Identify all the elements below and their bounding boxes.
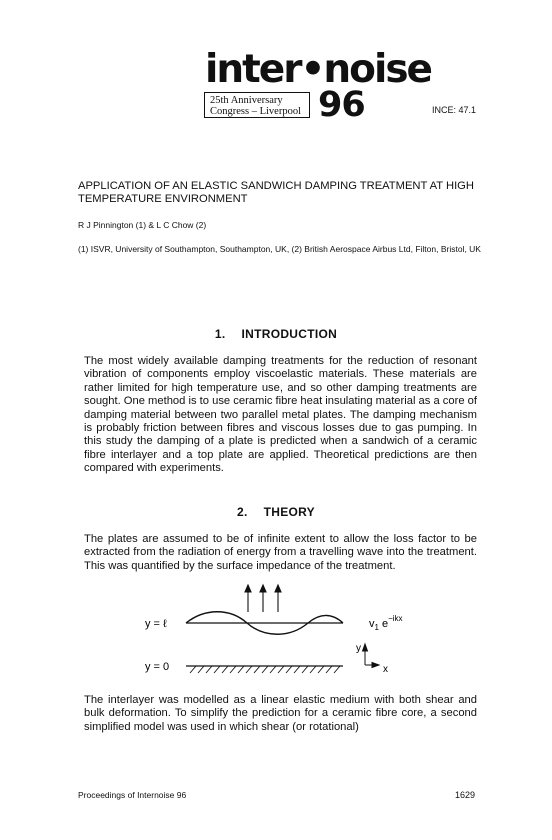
base-hatching (190, 666, 340, 673)
paper-title: APPLICATION OF AN ELASTIC SANDWICH DAMPING TREATMENT AT HIGH TEMPERATURE ENVIRONMENT (78, 180, 474, 205)
anniversary-line-2: Congress – Liverpool (210, 106, 301, 117)
radiation-arrows (245, 585, 281, 612)
label-y-zero: y = 0 (145, 661, 170, 673)
conference-logo-wordmark: inter•noise (205, 47, 431, 92)
section-heading-theory (0, 505, 552, 519)
page-number: 1629 (455, 790, 476, 800)
paper-reference: INCE: 47.1 (432, 105, 477, 115)
anniversary-box (204, 92, 310, 118)
label-y-ell: y = ℓ (145, 618, 167, 630)
authors: R J Pinnington (1) & L C Chow (2) (78, 220, 207, 230)
wave-expression: $v_1$ $e^{-ikx}$ (369, 614, 403, 632)
sandwich-wave-figure (0, 580, 552, 690)
axis-y-label: y (356, 643, 361, 654)
section-number: 1. (214, 327, 226, 341)
conference-logo-year: 96 (318, 85, 365, 125)
section-number: 2. (237, 505, 248, 519)
footer-proceedings: Proceedings of Internoise 96 (78, 790, 187, 800)
introduction-paragraph: The most widely available damping treatments for the reduction of resonant vibration of components employ viscoelastic materials. These materials are rather limited for high temperature use, and so other damping treatments are sought. One method is to use ceramic fibre heat insulating material as a core of damping material between two parallel metal plates. The damping mechanism is probably friction between fibres and viscous losses due to gas pumping. In this study the damping of a plate is predicted when a sandwich of a ceramic fibre interlayer and a top plate are applied. Theoretical predictions are then compared with experiments. (84, 355, 478, 475)
coordinate-axes (363, 644, 380, 668)
axis-x-label: x (383, 664, 388, 675)
section-title: INTRODUCTION (241, 327, 338, 341)
affiliations: (1) ISVR, University of Southampton, Southampton, UK, (2) British Aerospace Airbus Ltd, Filton, Bristol, UK (78, 244, 481, 254)
theory-paragraph-1: The plates are assumed to be of infinite extent to allow the loss factor to be extracted from the radiation of energy from a travelling wave into the treatment. This was quantified by the surface impedance of the treatment. (84, 533, 477, 572)
theory-paragraph-2: The interlayer was modelled as a linear elastic medium with both shear and bulk deformation. To simplify the prediction for a ceramic fibre core, a second simplified model was used in which shear (or rotational) (84, 694, 477, 733)
anniversary-line-1: 25th Anniversary (210, 95, 283, 106)
section-heading-introduction (0, 327, 552, 341)
section-title: THEORY (263, 505, 315, 519)
